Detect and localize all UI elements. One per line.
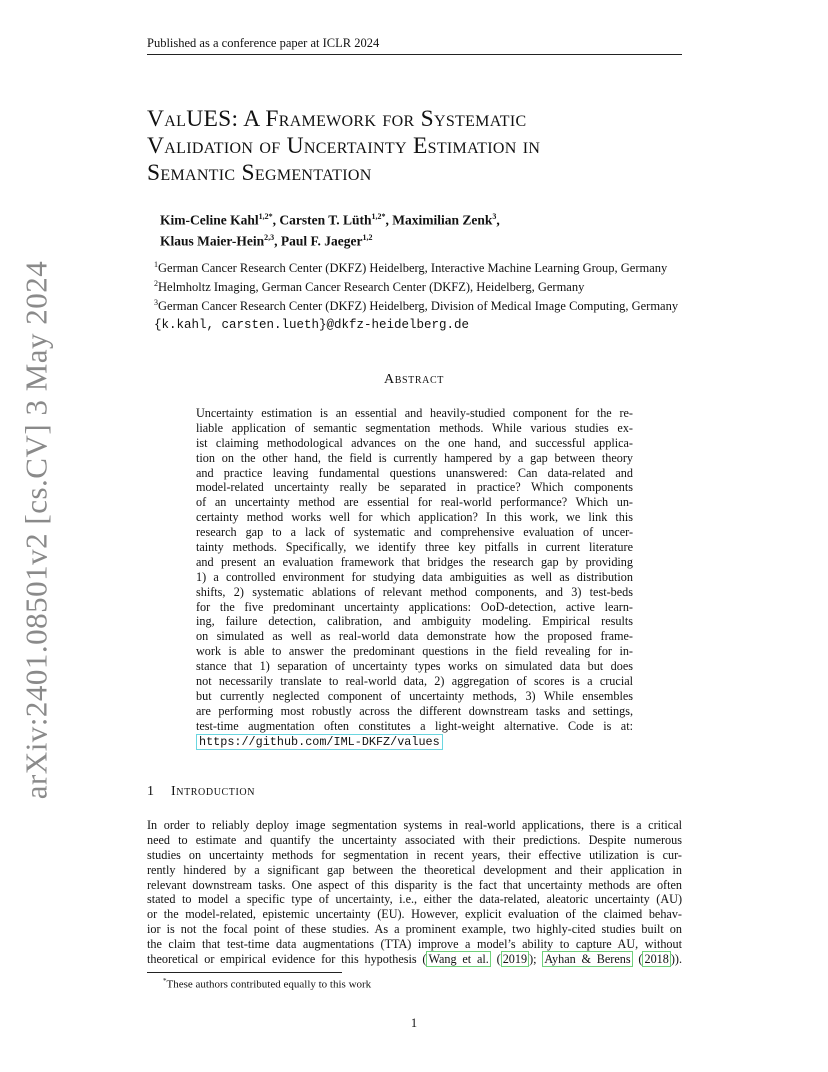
intro-line: relevant downstream tasks. One aspect of this disparity is the fact that uncertainty methods are often bbox=[147, 877, 682, 892]
affiliation-line bbox=[154, 276, 714, 295]
abstract-line: model-related uncertainty really be separated in practice? Which components bbox=[196, 480, 633, 495]
abstract-line: but currently neglected component of uncertainty methods, 3) While ensembles bbox=[196, 688, 633, 703]
abstract-line: ing, failure detection, calibration, and ambiguity modeling. Empirical results bbox=[196, 614, 633, 629]
affiliation-mark: 3 bbox=[154, 298, 158, 308]
intro-text: )). bbox=[670, 952, 683, 967]
arxiv-stamp bbox=[16, 260, 56, 800]
author-name: Klaus Maier-Hein bbox=[160, 233, 265, 248]
title-line: Validation of Uncertainty Estimation in bbox=[147, 133, 541, 159]
abstract-body bbox=[196, 406, 633, 748]
author-separator: , bbox=[496, 212, 500, 228]
intro-line: studies on uncertainty methods for segmentation in recent years, their effective utilization is cur- bbox=[147, 847, 682, 862]
author-name: , Maximilian Zenk bbox=[385, 212, 493, 228]
citation-wang[interactable]: Wang et al. bbox=[428, 952, 489, 967]
intro-text: ( bbox=[490, 952, 501, 967]
citation-ayhan-year[interactable]: 2018 bbox=[644, 952, 669, 967]
intro-line: In order to reliably deploy image segmentation systems in real-world applications, there is a critical bbox=[147, 818, 682, 832]
affiliation-mark: 1 bbox=[154, 260, 158, 269]
abstract-line: tainty methods. Specifically, we identify three key pitfalls in current literature bbox=[196, 540, 633, 555]
abstract-line: and present an evaluation framework that bridges the research gap by providing bbox=[196, 554, 633, 569]
code-link[interactable]: https://github.com/IML-DKFZ/values bbox=[196, 734, 443, 750]
affiliation-line bbox=[154, 257, 714, 276]
intro-text: ); bbox=[529, 952, 543, 967]
intro-line: or the model-related, epistemic uncertainty (EU). However, explicit evaluation of the claimed behav- bbox=[147, 907, 682, 922]
abstract-line: liable application of semantic segmentation methods. While various studies ex- bbox=[196, 420, 633, 435]
paper-title bbox=[147, 106, 707, 187]
footnote-rule bbox=[147, 972, 342, 973]
abstract-line bbox=[196, 734, 633, 749]
abstract-line: work is able to answer the predominant questions in the field revealing for in- bbox=[196, 644, 633, 659]
footnote-mark: * bbox=[163, 977, 167, 985]
affiliation-text: German Cancer Research Center (DKFZ) Heidelberg, Division of Medical Image Computing, Germany bbox=[158, 299, 679, 314]
abstract-line: ist claiming methodological advances on the one hand, and successful applica- bbox=[196, 435, 633, 450]
abstract-heading: Abstract bbox=[384, 372, 444, 387]
contact-email: {k.kahl, carsten.lueth}@dkfz-heidelberg.de bbox=[154, 318, 470, 332]
abstract-line: are performing most robustly across the different downstream tasks and settings, bbox=[196, 703, 633, 718]
intro-line: rently hindered by a significant gap between the theoretical development and their application in bbox=[147, 862, 682, 877]
intro-text: theoretical or empirical evidence for this hypothesis ( bbox=[147, 952, 427, 967]
arxiv-stamp-text: arXiv:2401.08501v2 [cs.CV] 3 May 2024 bbox=[18, 260, 53, 800]
intro-line: need to estimate and quantify the uncertainty associated with their predictions. Despite numerous bbox=[147, 832, 682, 847]
intro-line: stated to model a specific type of uncertainty, i.e., either the data-related, aleatoric uncertainty (AU) bbox=[147, 892, 682, 907]
section-heading bbox=[147, 784, 255, 800]
intro-text: ( bbox=[632, 952, 643, 967]
intro-line bbox=[147, 952, 682, 967]
author-affil-mark: 2,3 bbox=[264, 232, 275, 242]
abstract-line: research gap to a lack of systematic and comprehensive evaluation of uncer- bbox=[196, 525, 633, 540]
intro-line: the claim that test-time data augmentations (TTA) improve a model’s ability to capture AU, without bbox=[147, 937, 682, 952]
affiliation-text: Helmholtz Imaging, German Cancer Research Center (DKFZ), Heidelberg, Germany bbox=[158, 280, 585, 295]
footnote-text: These authors contributed equally to this work bbox=[166, 978, 372, 991]
author-name: , Paul F. Jaeger bbox=[274, 233, 363, 248]
author-line bbox=[160, 208, 700, 229]
abstract-line: for the five predominant uncertainty applications: OoD-detection, active learn- bbox=[196, 599, 633, 614]
affiliation-text: German Cancer Research Center (DKFZ) Heidelberg, Interactive Machine Learning Group, Germany bbox=[158, 261, 668, 276]
intro-body bbox=[147, 818, 682, 967]
abstract-line: Uncertainty estimation is an essential and heavily-studied component for the re- bbox=[196, 406, 633, 420]
author-affil-mark: 1,2 bbox=[362, 232, 373, 242]
section-number: 1 bbox=[147, 784, 155, 799]
citation-wang-year[interactable]: 2019 bbox=[502, 952, 528, 967]
abstract-line: tion on the other hand, the field is currently hampered by a gap between theory bbox=[196, 450, 633, 465]
author-line bbox=[160, 229, 700, 250]
abstract-line: certainty method works well for which application? In this work, we link this bbox=[196, 510, 633, 525]
abstract-line: not necessarily translate to real-world data, 2) aggregation of scores is a crucial bbox=[196, 674, 633, 689]
abstract-line: 1) a controlled environment for studying data ambiguities as well as distribution bbox=[196, 569, 633, 584]
title-line: ValUES: A Framework for Systematic bbox=[147, 106, 527, 132]
author-name: , Carsten T. Lüth bbox=[272, 212, 372, 228]
abstract-line: stance that 1) separation of uncertainty types works on simulated data but does bbox=[196, 659, 633, 674]
abstract-line: of an uncertainty method are essential for real-world performance? Which un- bbox=[196, 495, 633, 510]
section-title: Introduction bbox=[171, 784, 256, 799]
author-list bbox=[160, 208, 700, 249]
footnote bbox=[163, 977, 371, 991]
author-affil-mark: 1,2* bbox=[371, 212, 386, 221]
author-affil-mark: 1,2* bbox=[258, 212, 273, 221]
page-number: 1 bbox=[410, 1016, 418, 1030]
abstract-line: on simulated as well as real-world data demonstrate how the proposed frame- bbox=[196, 629, 633, 644]
citation-ayhan[interactable]: Ayhan & Berens bbox=[544, 952, 631, 967]
abstract-line: shifts, 2) systematic ablations of relevant method components, and 3) test-beds bbox=[196, 584, 633, 599]
author-affil-mark: 3 bbox=[492, 212, 497, 221]
intro-line: ior is not the focal point of these studies. As a prominent example, two highly-cited studies built on bbox=[147, 922, 682, 937]
abstract-line: and practice leaving fundamental questions unanswered: Can data-related and bbox=[196, 465, 633, 480]
author-name: Kim-Celine Kahl bbox=[160, 212, 259, 228]
running-header: Published as a conference paper at ICLR 2024 bbox=[147, 36, 682, 55]
affiliation-mark: 2 bbox=[154, 279, 158, 289]
title-line: Semantic Segmentation bbox=[147, 160, 372, 186]
affiliation-line bbox=[154, 295, 714, 314]
abstract-line: test-time augmentation often constitutes a light-weight alternative. Code is at: bbox=[196, 718, 633, 733]
affiliations bbox=[154, 257, 714, 314]
